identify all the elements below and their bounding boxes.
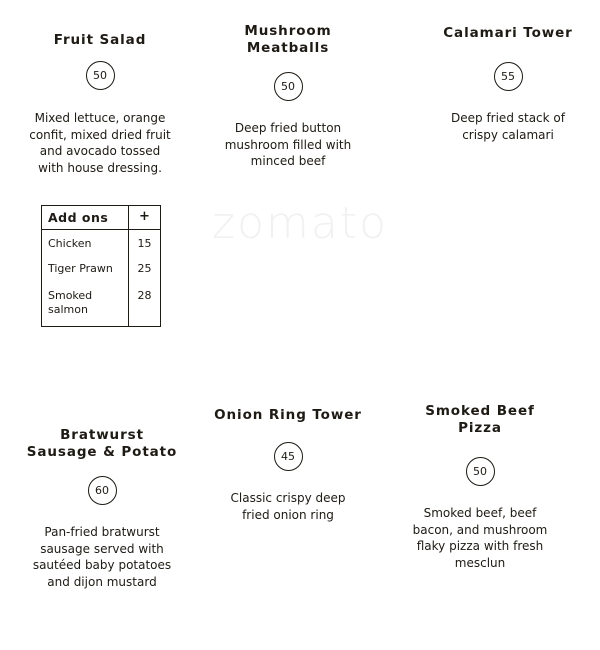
menu-item-smoked-beef-pizza (398, 403, 562, 571)
item-description: Smoked beef, beef bacon, and mushroom flaky pizza with fresh mesclun (412, 506, 548, 570)
item-title: Smoked Beef Pizza (425, 403, 535, 436)
addon-price: 25 (137, 262, 152, 275)
menu-item-fruit-salad (18, 32, 182, 176)
menu-item-mushroom-meatballs (206, 23, 370, 170)
addon-name: Tiger Prawn (48, 262, 113, 275)
price-badge: 60 (88, 476, 117, 505)
item-description: Deep fried stack of crispy calamari (451, 111, 565, 142)
item-description: Deep fried button mushroom filled with minced beef (224, 121, 352, 168)
addon-price: 28 (137, 289, 152, 302)
menu-item-onion-ring-tower (206, 407, 370, 523)
item-description: Mixed lettuce, orange confit, mixed dried fruit and avocado tossed with house dressing. (29, 111, 171, 175)
item-description: Pan-fried bratwurst sausage served with sautéed baby potatoes and dijon mustard (32, 525, 172, 589)
zomato-watermark: zomato (211, 198, 388, 249)
addon-price: 15 (137, 237, 152, 250)
price-badge: 50 (466, 457, 495, 486)
item-title: Calamari Tower (443, 25, 573, 41)
item-description: Classic crispy deep fried onion ring (230, 491, 346, 522)
item-title: Onion Ring Tower (214, 407, 362, 423)
menu-item-calamari-tower (426, 25, 590, 143)
addons-header-divider (42, 229, 160, 230)
item-title: Mushroom Meatballs (244, 23, 332, 56)
addon-name: Chicken (48, 237, 92, 250)
addons-plus-header: + (139, 209, 150, 224)
menu-item-bratwurst-sausage-potato (20, 427, 184, 590)
item-title: Fruit Salad (53, 32, 147, 48)
price-badge: 55 (494, 62, 523, 91)
price-badge: 45 (274, 442, 303, 471)
addons-table (41, 205, 161, 327)
addons-header: Add ons (48, 210, 109, 225)
addon-name: Smoked salmon (48, 289, 93, 316)
price-badge: 50 (274, 72, 303, 101)
item-title: Bratwurst Sausage & Potato (26, 427, 178, 460)
price-badge: 50 (86, 61, 115, 90)
